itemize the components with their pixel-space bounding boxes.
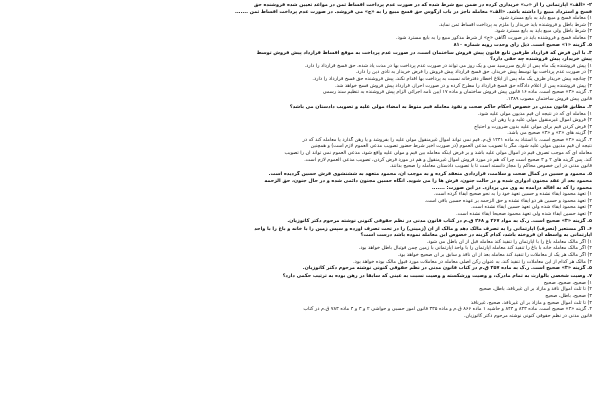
question-heading-line: ۲- «الف» آپارتمانی را از «ب» خریداری کرده در ضمن بیع شرط شده که در صورت عدم پرداخت اقساط ثمن در مواعد تعیین شده فروشنده حق: [253, 2, 592, 8]
answer-option-line: ۳) صحیح، باطل، صحیح: [545, 293, 592, 300]
question-heading-line: ۵. گزینه «۳» صحیح است. ر.ک به مواد ۲۶۷ و ۲۶۸ ق.م در کتاب قانون مدنی در نظم حقوقی کنونی نوشته مرحوم دکتر کاتوزیان.: [287, 217, 592, 224]
answer-option-line: ۳) شرط باطل ولی مبیع باید به بایع مسترد شود.: [494, 28, 592, 35]
question-block: [8, 226, 592, 272]
answer-option-line: ۴. گزینه «۴» صحیح است. با استناد به ماده ۱۲۴۱ ق.م. قیم نمی تواند اموال غیرمنقول مولی علیه را بفروشد و یا رهن گذارد یا معامله کند که در: [302, 136, 592, 143]
answer-option-line: ۲) تعهد محمود و حسین هر دو ایفاء نشده و حق الزحمه بر عهده حسین باقی است.: [424, 197, 592, 204]
answer-option-line: ۱) معامله ای که در نتیجه آن قیم مدیون مولی علیه شود.: [477, 110, 592, 117]
question-heading-line: ۷. وصیت شخصی بالوارث به تمام مادرک، و وصیت ورشکسته و وصیت نسبت به عینی که سابقاً در رهن بوده به ترتیب حکمی دارد؟: [282, 273, 592, 280]
question-heading-line: ۶. اگر مستعیر (تصرف) آپارتمانی را به تصرف مالک دهد و مالک از آن (زمینی) را در تحت تصرف آورده و سپس زمین را با خانه و باغ را با واحد: [254, 225, 592, 232]
answer-option-line: ۳) چنانچه پیش خریدار ظرف یک ماه پس از ابلاغ اخطار دفترخانه نسبت به پرداخت بها اقدام نکند، پیش فروشنده حق فسخ قرارداد را دارد.: [312, 76, 592, 83]
answer-option-line: ۳) قرض کردن قیم برای مولی علیه بدون ضرورت و احتیاج: [474, 123, 592, 130]
answer-option-line: ۲) شرط باطل و فروشنده باید خریدار را ملزم به پرداخت اقساط ثمن نماید.: [438, 21, 592, 28]
question-heading-line: فسخ و استرداد مبیع را داشته باشد. «الف» معامله ناجز در باب آرگوس حق فسخ مبیع را به «ج» می فروشد. در صورت عدم پرداخت اقساط ثمن .......: [234, 8, 592, 15]
answer-option-line: ۲) اگر مالک معامله خانه با باغ را تنفیذ کند معامله آپارتمان را با واحد آپارتمانی با زمین چمن فوتبال باطل خواهد بود.: [358, 245, 592, 252]
answer-option-line: ۴) گزینه های «۲» و «۳» صحیح می باشد.: [507, 130, 592, 137]
question-heading-line: محمود بعد از عقد مجنون ادواری شده و در حالت جنون، فرش ها را می شوید. آنگاه حسین مجنون دائمی شده و در حال جنون، حق الزحمه: [264, 177, 592, 184]
answer-option-line: ۳) اگر مالک هر یک از معاملات را تنفیذ کند معامله بعد از آن ناقد و سابق بر آن صحیح خواهد بود.: [397, 251, 592, 258]
answer-option-line: ۳) تعهد محمود ایفاء شده ولی تعهد حسین ایفاء نشده است.: [471, 204, 592, 211]
question-heading-line: ۵. گزینه «۱» صحیح است. ذیل رأی وحدت رویه شماره ۸۱۰: [453, 41, 592, 48]
answer-option-line: ۳. گزینه «۳» صحیح است. ماده ۱۶ قانون پیش فروش ساختمان و ماده ۱۷ آیین نامه اجرائی الزام پیش فروشنده به تنظیم سند رسمی: [322, 89, 592, 96]
question-block: [8, 273, 592, 319]
answer-option-line: معامله ای که موجب تصرف قیم در اموال مولی علیه باشد و بر فرض اینکه معامله بین قیم و مولی علیه واقع شود، مدعی العموم نمی تواند آن را تصویب: [284, 150, 592, 157]
answer-option-line: قانون پیش فروش ساختمان مصوب ۱۳۸۹.: [506, 95, 592, 102]
answer-option-line: ۱) تعهد محمود ایفاء نشده و حسین تعهد خود را به نحو صحیح ایفاء کرده است.: [433, 191, 592, 198]
answer-option-line: ۲) در صورت عدم پرداخت بها توسط پیش خریدار، حق فسخ قرارداد پیش فروش را فرض خریدار به تادی دین را دارد.: [355, 69, 592, 76]
question-block: [8, 171, 592, 224]
answer-option-line: ۱) معامله فسخ و مبیع باید به بایع مسترد شود.: [498, 15, 592, 22]
answer-option-line: ۴. گزینه «۴» صحیح است. ماده ۸۴۳ و ۸۴۴ و حاشیه ۱ ماده ۸۶۶ ق.م و ماده ۳۳۵ قانون امور حسبی و حواشی ۲ و ۳ و ۴ ماده ۷۸۳ ق.م در کتاب: [303, 306, 592, 313]
answer-option-line: قانون مدنی در این خصوص محاکم را مجاز دانسته است تا با تصویب دادستان معامله را صحیح بدانند.: [389, 163, 592, 170]
question-heading-line: آپارتمانی به واسطه آن فروخته باشد، کدام گزینه در خصوص این معامله نموده باشد درست است؟: [360, 232, 592, 239]
answer-option-line: ۲) تا ثلث اموال نافذ و مازاد بر آن غیرنافذ، باطل، صحیح: [479, 286, 592, 293]
question-block: [8, 104, 592, 170]
question-block: [8, 50, 592, 103]
question-heading-line: ۵. گزینه «۳» صحیح است. ر.ک به ماده ۲۵۷ ق.م در کتاب قانون مدنی در نظم حقوقی کنونی نوشته مرحوم دکتر کاتوزیان.: [302, 265, 592, 272]
answer-option-line: کند. پس گزینه های ۲ و ۳ صحیح است چرا که هم در مورد فروش اموال غیرمنقول و هم در مورد قرض کردن، تصویب مدعی العموم لازم است.: [304, 156, 592, 163]
answer-option-line: ۴) معامله فسخ و فروشنده باید در صورت آگاهی «ج» از شرط مذکور مبیع را به بایع مسترد شود.: [396, 34, 592, 41]
answer-option-line: ۴) تعهد حسین ایفاء شده ولی تعهد محمود صحیحاً ایفاء نشده است.: [456, 210, 592, 217]
question-heading-line: پیش خریدار، پیش فروشنده چه حقی دارد؟: [490, 56, 592, 63]
answer-option-line: قانون مدنی در نظم حقوقی کنونی نوشته مرحوم دکتر کاتوزیان.: [463, 312, 592, 319]
answer-option-line: ۱) پیش فروشنده یک ماه پس از تاریخ سررسید سی و یک روز می تواند در صورت عدم پرداخت بها در مدت یاد شده، حق فسخ قرارداد را دارد.: [304, 62, 592, 69]
answer-option-line: ۴) پیش فروشنده پس از اعلام دادگاه حق فسخ قرارداد را مطرح کرده و در صورت احراز، قرارداد پیش فروش فسخ خواهد شد.: [335, 82, 592, 89]
question-heading-line: محمود را که به اقاله درآمده به وی می پردازد. در این صورت: .......: [431, 184, 592, 191]
answer-option-line: ۱) اگر مالک معامله باغ را با آپارتمان را تنفیذ کند معامله قبل از آن باطل می شود.: [426, 238, 592, 245]
answer-option-line: ۴) مالک هر کدام از این معاملات را تنفیذ کند، به عنوان رکن اصلی معامله در معاملات مورد قبول مالک بوده خواهد بود.: [353, 258, 592, 265]
answer-option-line: ۲) فروش اموال غیرمنقول مولی علیه و یا رهن آن: [491, 117, 592, 124]
question-heading-line: ۳. با این فرض که قرارداد طرفین تابع قانون پیش فروش ساختمان است، در صورت عدم پرداخت به موقع اقساط قرارداد پیش فروش توسط: [256, 49, 592, 56]
question-heading-line: ۴. مطابق قانون مدنی در خصوص احکام حاکم صحت و نفوذ معامله فیم متوط به امضاء مولی علیه و تصویب دادستان می باشد؟: [289, 103, 592, 110]
answer-option-line: ۴) تا ثلث اموال صحیح و مازاد بر آن غیرنافذ، صحیح، غیرنافذ: [470, 299, 592, 306]
answer-option-line: ۱) صحیح، صحیح، صحیح: [543, 279, 592, 286]
question-block: [8, 2, 592, 48]
answer-option-line: نتیجه آن قیم مدیون مولی علیه شود، مگر با تصویب مدعی العموم (در صورت اخیر شرط حضور تصویب مدعی العموم لازم است) و همچنین: [310, 143, 592, 150]
question-heading-line: ۵. محمود و حسین در کمال صحت و سلامت، قراردادی منعقد کرده و به موجب آن، محمود متعهد به ششنشوی فرش حسین گردیده است.: [268, 171, 592, 178]
